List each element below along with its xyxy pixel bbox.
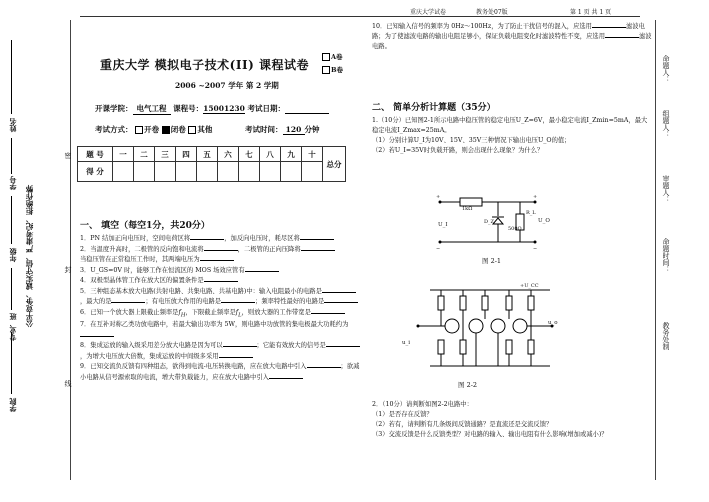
figure-2-2-circuit (410, 282, 560, 372)
other-option[interactable]: 其他 (188, 125, 212, 134)
score-col: 五 (197, 147, 218, 162)
binding-line (70, 20, 71, 480)
proposal-time-label: 命题时间： (662, 238, 670, 273)
score-col: 六 (218, 147, 239, 162)
problem-2-part3: （3）交流反馈是什么反馈类型？对电路的输入、输出电阻有什么影响(增加或减小)？ (372, 431, 608, 438)
problem-1-text: 1.（10分）已知图2-1所示电路中稳压管的稳定电压U_Z=6V，最小稳定电流I_Zmin=5mA，最大稳定电流I_Zmax=25mA。 (372, 117, 648, 134)
office-made-label: 教务处制 (662, 322, 670, 350)
problem-2 (372, 400, 652, 440)
svg-text:−: − (436, 246, 441, 252)
college-field[interactable] (11, 332, 12, 394)
answer-blank[interactable] (190, 239, 224, 240)
school-year: 2006 ~2007 学年 第 2 学期 (175, 81, 279, 90)
exam-date-field[interactable] (285, 104, 329, 114)
open-book-option[interactable]: 开卷 (135, 125, 159, 134)
score-cell[interactable] (281, 162, 302, 182)
info-row-1: 开课学院： 电气工程 课程号：15001230 考试日期： (95, 103, 329, 115)
proposer-label: 命题人： (662, 55, 670, 83)
answer-blank[interactable] (269, 378, 303, 379)
fig2-vcc-label: +U_CC (520, 283, 539, 289)
header-rule (80, 16, 640, 17)
label-name: 姓名 (8, 118, 17, 132)
fig1-uo-label: U_O (538, 218, 550, 224)
score-cell[interactable] (134, 162, 155, 182)
problem-2-text: 2．（10分）请判断如图2-2电路中： (372, 401, 473, 408)
score-cell[interactable] (113, 162, 134, 182)
score-cell[interactable] (239, 162, 260, 182)
score-col: 二 (134, 147, 155, 162)
checkbox-icon (188, 126, 196, 134)
fig2-uo-label: u_o (548, 320, 558, 326)
problem-1-part2: （2）若U_I=35V时负载开路，则会出现什么现象？为什么？ (372, 147, 544, 154)
score-col: 十 (302, 147, 323, 162)
score-cell[interactable] (197, 162, 218, 182)
svg-text:−: − (533, 246, 538, 252)
score-cell[interactable] (260, 162, 281, 182)
answer-blank[interactable] (307, 367, 341, 368)
score-cell[interactable] (176, 162, 197, 182)
label-college: 学院 (8, 398, 17, 412)
checkbox-icon (135, 126, 143, 134)
answer-blank[interactable] (311, 313, 345, 314)
right-margin-line (655, 20, 656, 480)
score-cell[interactable] (302, 162, 323, 182)
fig1-ui-label: U_I (438, 222, 448, 228)
section2-title: 二、 简单分析计算题（35分） (372, 103, 496, 113)
label-student-id: 学号 (8, 176, 17, 190)
score-col: 八 (260, 147, 281, 162)
fig2-ui-label: u_i (402, 340, 411, 346)
seal-mark-mi: 密 (64, 152, 72, 159)
seal-mark-feng: 封 (64, 266, 72, 273)
answer-blank[interactable] (219, 357, 253, 358)
answer-blank[interactable] (80, 336, 114, 337)
name-field[interactable] (11, 40, 12, 114)
answer-blank[interactable] (111, 302, 145, 303)
score-row-label: 得 分 (78, 162, 113, 182)
answer-blank[interactable] (221, 302, 255, 303)
student-id-field[interactable] (11, 138, 12, 174)
svg-text:+: + (436, 194, 441, 200)
honesty-slogan: 公平竞争、诚实守信、严肃考纪、拒绝作弊 (25, 185, 34, 328)
checkbox-icon (322, 66, 330, 74)
score-col: 七 (239, 147, 260, 162)
exam-title: 重庆大学 模拟电子技术(II) 课程试卷 (100, 58, 309, 72)
label-grade: 年级 (8, 248, 17, 262)
score-table (77, 146, 346, 182)
course-number: 15001230 (203, 104, 245, 113)
score-col: 三 (155, 147, 176, 162)
svg-text:+: + (533, 194, 538, 200)
college-value: 电气工程 (133, 103, 171, 115)
score-col: 四 (176, 147, 197, 162)
score-cell[interactable] (155, 162, 176, 182)
composer-label: 组题人： (662, 110, 670, 138)
label-major-class: 专业、班 (8, 313, 17, 341)
fig1-rl-value: 500Ω (508, 226, 522, 232)
fig1-r1-label: 1kΩ (462, 206, 473, 212)
score-cell[interactable] (218, 162, 239, 182)
paper-b-option[interactable]: B卷 (322, 65, 343, 74)
score-row-label: 题 号 (78, 147, 113, 162)
score-total: 总分 (323, 147, 346, 182)
figure-2-1-caption: 图 2-1 (482, 257, 502, 265)
answer-blank[interactable] (300, 239, 334, 240)
score-col: 一 (113, 147, 134, 162)
answer-blank[interactable] (200, 260, 234, 261)
answer-blank[interactable] (605, 37, 639, 38)
question-10: 10．已知输入信号的频率为 0Hz～100Hz，为了防止干扰信号的混入，应选用 滤波电路；为了使滤波电路的输出电阻足够小，保证负载电阻变化时滤波特性不变，应选用 滤波电路。 (372, 23, 652, 50)
figure-2-2-caption: 图 2-2 (458, 381, 478, 389)
checkbox-icon (322, 53, 330, 61)
answer-blank[interactable] (592, 27, 626, 28)
major-class-field[interactable] (11, 268, 12, 310)
exam-duration: 120 (283, 125, 305, 135)
problem-2-part1: （1）是否存在反馈？ (372, 411, 433, 418)
header-school: 重庆大学试卷 (410, 9, 447, 16)
problem-2-part2: （2）若有，请判断有几条级间反馈通路？是直流还是交流反馈？ (372, 421, 553, 428)
reviewer-label: 审题人： (662, 175, 670, 203)
grade-field[interactable] (11, 196, 12, 244)
problem-1-part1: （1）分别计算U_I为10V、15V、35V三种情况下输出电压U_O的值； (372, 137, 571, 144)
answer-blank[interactable] (223, 346, 257, 347)
answer-blank[interactable] (204, 250, 238, 251)
answer-blank[interactable] (324, 302, 358, 303)
header-office: 教务处07版 (476, 9, 508, 16)
closed-book-option[interactable]: 闭卷 (162, 125, 186, 134)
answer-blank[interactable] (326, 346, 360, 347)
paper-a-option[interactable]: A卷 (322, 52, 343, 61)
problem-1 (372, 116, 652, 156)
info-row-2: 考试方式： 开卷 闭卷 其他 考试时间： 120 分钟 (95, 125, 320, 134)
section1-title: 一、 填空（每空1分，共20分） (80, 221, 210, 231)
score-col: 九 (281, 147, 302, 162)
fig1-rl-label: R_L (526, 210, 536, 216)
answer-blank[interactable] (301, 250, 335, 251)
section1-questions: 1．PN 结加正向电压时，空间电荷区将 ，加反向电压时，耗尽区将 2．当温度升高时，二极管的反向饱和电流将 ，二极管的正向压降将 当稳压管在正常稳压工作时，其两端电压为 3．U_GS=0V 时，能够工作在恒流区的 MOS 场效应管有 4．双极型晶体管工作在放大区的偏置条件是 5．三种组态基本放大电路(共射电路、共集电路、共基电路)中：输入电阻最小的电路是，最大的是 ；有电压放大作用的电路是 ；频率特性最好的电路是 6．已知一个放大器上限截止频率是$f_H$，下限截止频率是$f_L$，则放大器的工作带宽是 7．在互补对称乙类功放电路中，若最大输出功率为 5W，则电路中功放管的集电极最大功耗约为 8．集成运放的输入级采用差分放大电路是因为可以 ；它能有效放大的信号是，为增大电压放大倍数，集成运放的中间级多采用 9．已知交流负反馈有四种组态，欲得到电流-电压转换电路，应在放大电路中引入 ；欲减小电路从信号源索取的电流，增大带负载能力，应在放大电路中引入 (80, 235, 360, 381)
answer-blank[interactable] (245, 271, 279, 272)
answer-blank[interactable] (322, 292, 356, 293)
checkbox-checked-icon (162, 126, 170, 134)
answer-blank[interactable] (204, 281, 238, 282)
fig1-dz-label: D_Z (484, 219, 494, 225)
seal-mark-xian: 线 (64, 380, 72, 387)
header-page: 第 1 页 共 1 页 (570, 9, 612, 16)
